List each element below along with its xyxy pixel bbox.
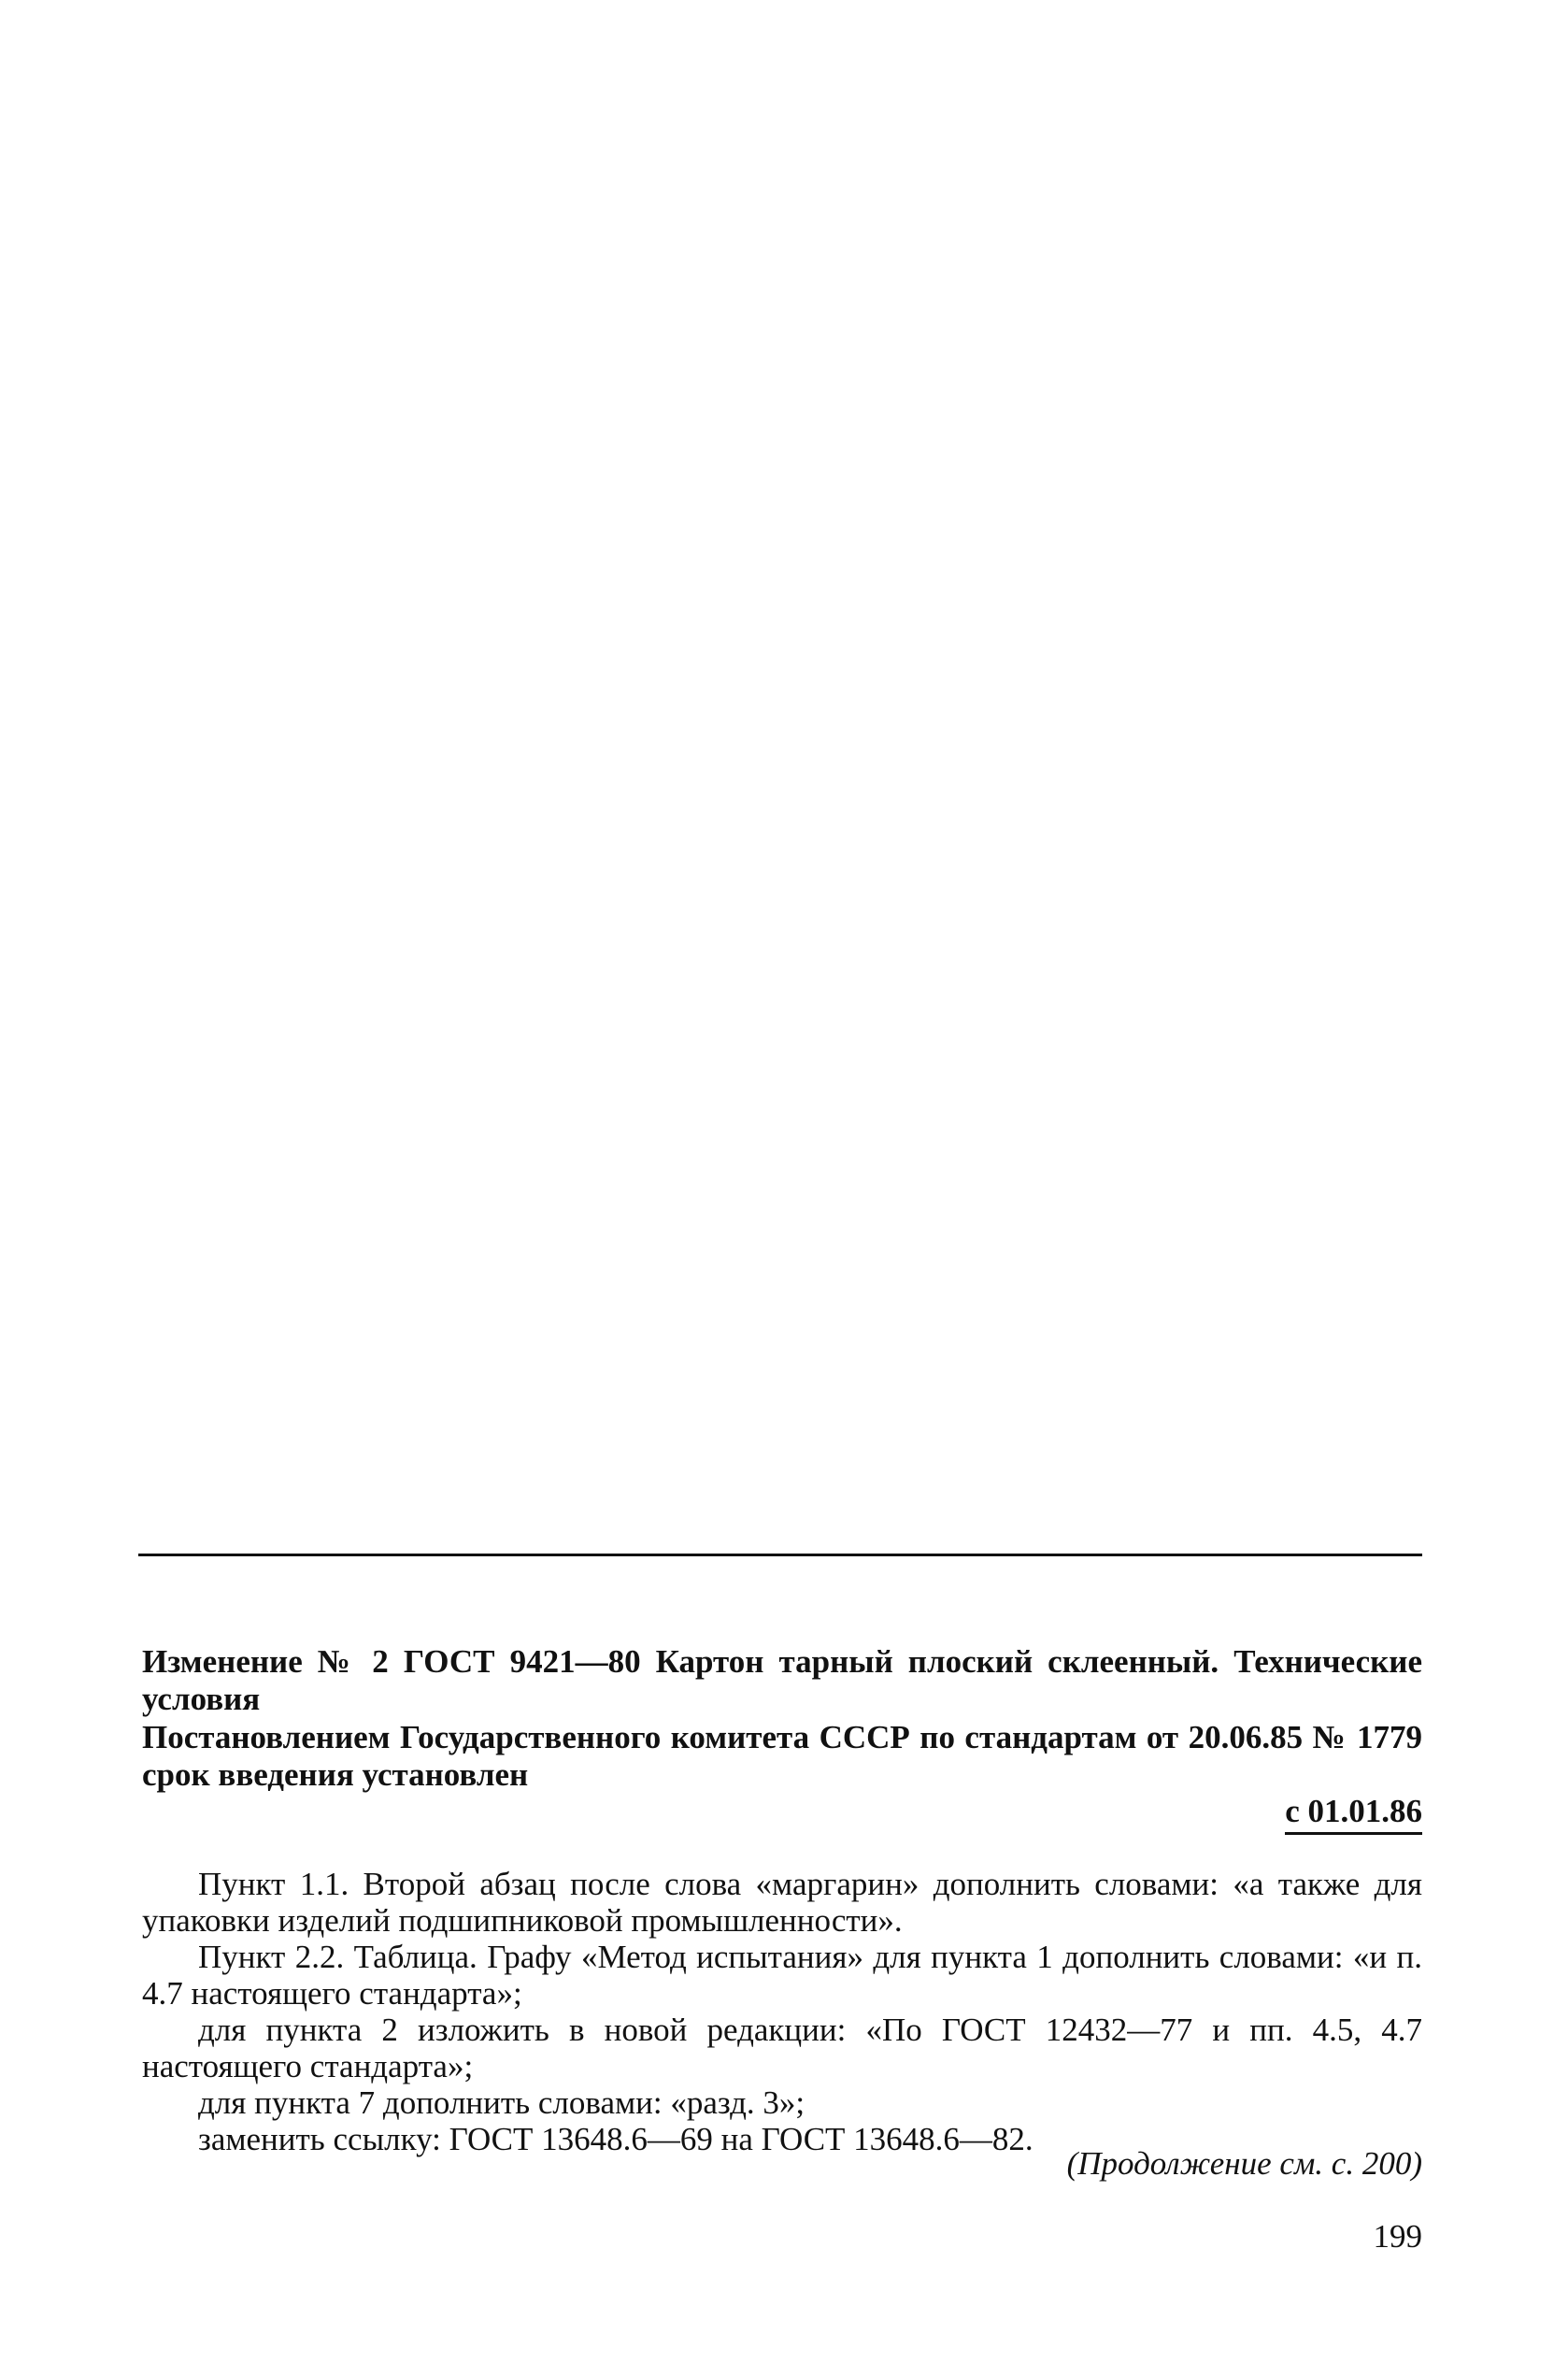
top-divider-rule [138, 1554, 1422, 1556]
effective-date: с 01.01.86 [1285, 1793, 1422, 1835]
decree-statement: Постановлением Государственного комитета СССР по стандартам от 20.06.85 № 1779 срок введения установлен [142, 1719, 1422, 1793]
amendment-body [142, 1866, 1422, 2157]
paragraph-5: заменить ссылку: ГОСТ 13648.6—69 на ГОСТ 13648.6—82. [198, 2121, 1033, 2157]
continuation-note: (Продолжение см. с. 200) [1066, 2145, 1422, 2182]
paragraph-2: Пункт 2.2. Таблица. Графу «Метод испытания» для пункта 1 дополнить словами: «и п. 4.7 настоящего стандарта»; [142, 1939, 1422, 2012]
amendment-title: Изменение № 2 ГОСТ 9421—80 Картон тарный плоский склеенный. Технические условия [142, 1643, 1422, 1717]
page-number: 199 [1373, 2218, 1422, 2255]
paragraph-1: Пункт 1.1. Второй абзац после слова «маргарин» дополнить словами: «а также для упаковки изделий подшипниковой промышленности». [142, 1866, 1422, 1939]
paragraph-4: для пункта 7 дополнить словами: «разд. 3»; [198, 2084, 805, 2121]
paragraph-3: для пункта 2 изложить в новой редакции: «По ГОСТ 12432—77 и пп. 4.5, 4.7 настоящего стандарта»; [142, 2012, 1422, 2084]
